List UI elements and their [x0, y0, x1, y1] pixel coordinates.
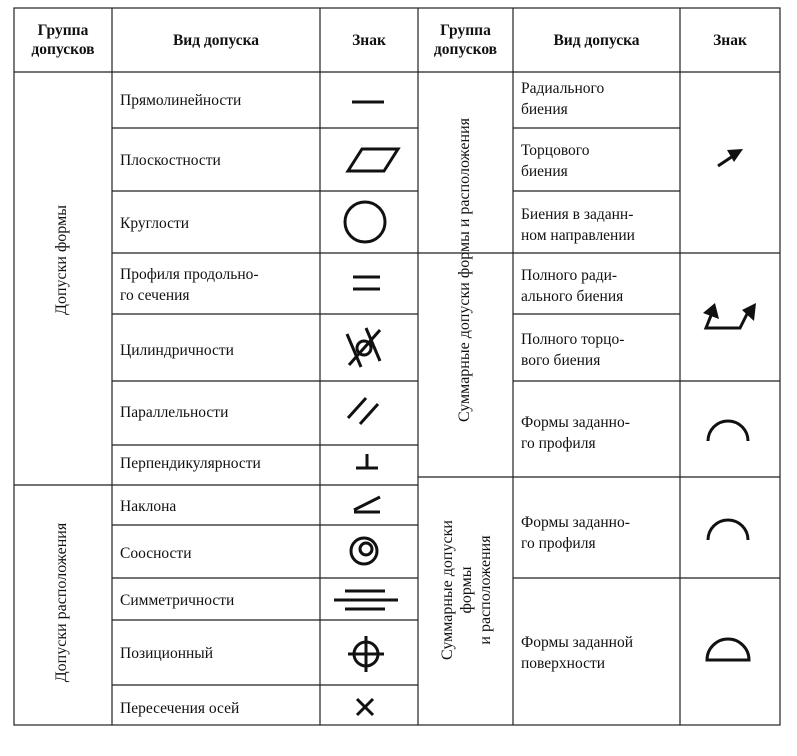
group-total-top-label: Суммарные допуски формы и расположения [456, 118, 473, 422]
left-kind-1: Плоскостности [120, 152, 221, 169]
left-kind-3: Профиля продольно- го сечения [120, 266, 259, 304]
header-group-right: Группа допусков [433, 22, 498, 58]
coaxiality-icon [351, 538, 377, 564]
cylindricity-icon [347, 328, 380, 367]
position-icon [348, 636, 384, 672]
angularity-icon [354, 497, 380, 512]
header-sign-right: Знак [713, 31, 747, 49]
right-kind-2: Биения в заданн- ном направлении [521, 206, 635, 244]
profile-of-line-icon [708, 421, 748, 441]
roundness-icon [345, 202, 385, 242]
perpendicularity-icon [356, 454, 378, 468]
group-location-label: Допуски расположения [53, 522, 70, 683]
left-kind-5: Параллельности [120, 404, 229, 421]
right-kind-7: Формы заданной поверхности [521, 634, 634, 672]
total-runout-icon [703, 303, 756, 328]
left-kind-8: Соосности [120, 545, 192, 562]
left-kind-10: Позиционный [120, 645, 213, 662]
left-kind-7: Наклона [120, 498, 177, 515]
right-kind-5: Формы заданно- го профиля [521, 414, 630, 452]
profile-of-line-icon [708, 520, 748, 540]
header-kind-right: Вид допуска [553, 31, 640, 49]
header-kind-left: Вид допуска [172, 31, 260, 49]
group-form-label: Допуски формы [53, 205, 70, 315]
right-kind-4: Полного торцо- вого биения [521, 331, 625, 369]
header-group-left: Группа допусков [31, 22, 95, 58]
parallelism-icon [348, 398, 378, 424]
left-kind-4: Цилиндричности [120, 342, 234, 359]
symmetry-icon [334, 591, 398, 609]
runout-arrow-icon [718, 149, 743, 166]
left-kind-0: Прямолинейности [120, 92, 242, 109]
right-kind-3: Полного ради- ального биения [521, 267, 624, 305]
flatness-icon [348, 149, 398, 171]
left-kind-11: Пересечения осей [120, 700, 240, 717]
profile-of-surface-icon [707, 639, 749, 660]
axes-intersection-icon [357, 699, 373, 715]
profile-longitudinal-section-icon [353, 277, 380, 289]
right-kind-0: Радиального биения [521, 80, 605, 118]
right-kind-6: Формы заданно- го профиля [521, 514, 630, 552]
left-kind-9: Симметричности [120, 592, 235, 609]
left-kind-6: Перпендикулярности [120, 455, 261, 472]
group-total-bottom-label: Суммарные допуски формы и расположения [439, 520, 494, 660]
left-kind-2: Круглости [120, 215, 190, 232]
right-kind-1: Торцового биения [521, 142, 590, 180]
header-sign-left: Знак [352, 31, 386, 49]
